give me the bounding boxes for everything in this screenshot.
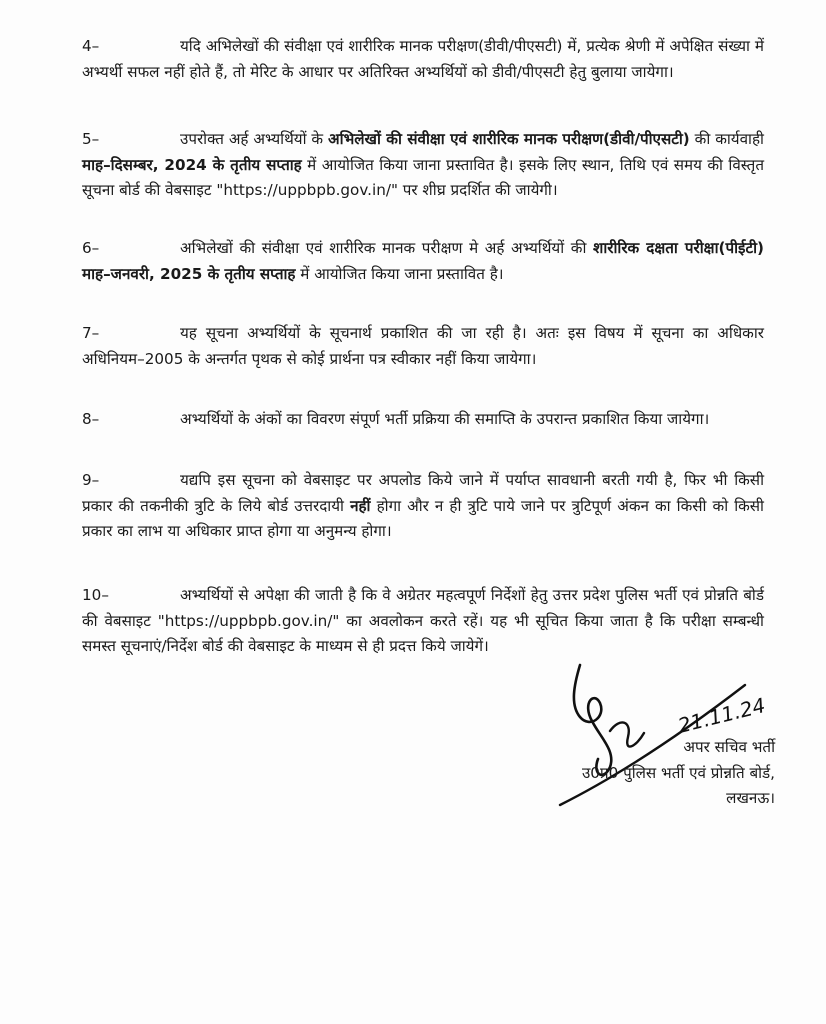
paragraph-number: 7– — [82, 324, 100, 342]
designation: अपर सचिव भर्ती — [683, 738, 775, 756]
paragraph-number: 4– — [82, 37, 100, 55]
paragraph-text: में आयोजित किया जाना प्रस्तावित है। इसके लिए स्थान, तिथि एवं समय की विस्तृत सूचना बोर्ड की वेबसाइट "https://uppbpb.gov.in/" पर शीघ्र प्रदर्शित की जायेगी। — [82, 155, 764, 199]
signature-date: 21.11.24 — [675, 693, 768, 738]
paragraph-7 — [82, 321, 764, 372]
paragraph-text: अभिलेखों की संवीक्षा एवं शारीरिक मानक परीक्षण मे अर्ह अभ्यर्थियों की — [180, 239, 593, 257]
paragraph-number: 5– — [82, 130, 100, 148]
paragraph-text: होगा और न ही त्रुटि पाये जाने पर त्रुटिपूर्ण अंकन का किसी को किसी प्रकार का लाभ या अधिकार प्राप्त होगा या अनुमन्य होगा। — [82, 496, 764, 540]
signature-block — [505, 735, 775, 812]
office-name: उ0प्र0 पुलिस भर्ती एवं प्रोन्नति बोर्ड, — [581, 763, 775, 782]
paragraph-text: अभ्यर्थियों के अंकों का विवरण संपूर्ण भर्ती प्रक्रिया की समाप्ति के उपरान्त प्रकाशित किया जायेगा। — [180, 410, 710, 428]
bold-text: अभिलेखों की संवीक्षा एवं शारीरिक मानक परीक्षण(डीवी/पीएसटी) — [328, 130, 690, 148]
paragraph-text: यद्यपि इस सूचना को वेबसाइट पर अपलोड किये जाने में पर्याप्त सावधानी बरती गयी है, फिर भी किसी प्रकार की तकनीकी त्रुटि के लिये बोर्ड उत्तरदायी — [82, 471, 764, 515]
paragraph-text: की कार्यवाही — [689, 130, 764, 148]
paragraph-number: 6– — [82, 239, 100, 257]
bold-text: नहीं — [350, 496, 371, 515]
bold-text: शारीरिक दक्षता परीक्षा(पीईटी) माह–जनवरी, 2025 के तृतीय सप्ताह — [82, 239, 764, 283]
paragraph-10 — [82, 583, 764, 660]
paragraph-text: में आयोजित किया जाना प्रस्तावित है। — [295, 264, 504, 283]
paragraph-number: 10– — [82, 586, 109, 604]
paragraph-text: उपरोक्त अर्ह अभ्यर्थियों के — [180, 130, 329, 148]
paragraph-4 — [82, 34, 764, 85]
paragraph-5 — [82, 127, 764, 204]
bold-text: माह–दिसम्बर, 2024 के तृतीय सप्ताह — [82, 155, 302, 174]
city: लखनऊ। — [726, 789, 775, 807]
paragraph-text: यह सूचना अभ्यर्थियों के सूचनार्थ प्रकाशित की जा रही है। अतः इस विषय में सूचना का अधिकार अधिनियम–2005 के अन्तर्गत पृथक से कोई प्रार्थना पत्र स्वीकार नहीं किया जायेगा। — [82, 324, 764, 368]
paragraph-8 — [82, 407, 764, 433]
paragraph-number: 9– — [82, 471, 100, 489]
paragraph-text: अभ्यर्थियों से अपेक्षा की जाती है कि वे अग्रेतर महत्वपूर्ण निर्देशों हेतु उत्तर प्रदेश पुलिस भर्ती एवं प्रोन्नति बोर्ड की वेबसाइट "https://uppbpb.gov.in/" का अवलोकन करते रहें। यह भी सूचित किया जाता है कि परीक्षा सम्बन्धी समस्त सूचनाएं/निर्देश बोर्ड की वेबसाइट के माध्यम से ही प्रदत्त किये जायेगें। — [82, 586, 764, 655]
paragraph-6 — [82, 236, 764, 287]
paragraph-text: यदि अभिलेखों की संवीक्षा एवं शारीरिक मानक परीक्षण(डीवी/पीएसटी) में, प्रत्येक श्रेणी में अपेक्षित संख्या में अभ्यर्थी सफल नहीं होते हैं, तो मेरिट के आधार पर अतिरिक्त अभ्यर्थियों को डीवी/पीएसटी हेतु बुलाया जायेगा। — [82, 37, 764, 81]
paragraph-9 — [82, 468, 764, 545]
paragraph-number: 8– — [82, 410, 100, 428]
